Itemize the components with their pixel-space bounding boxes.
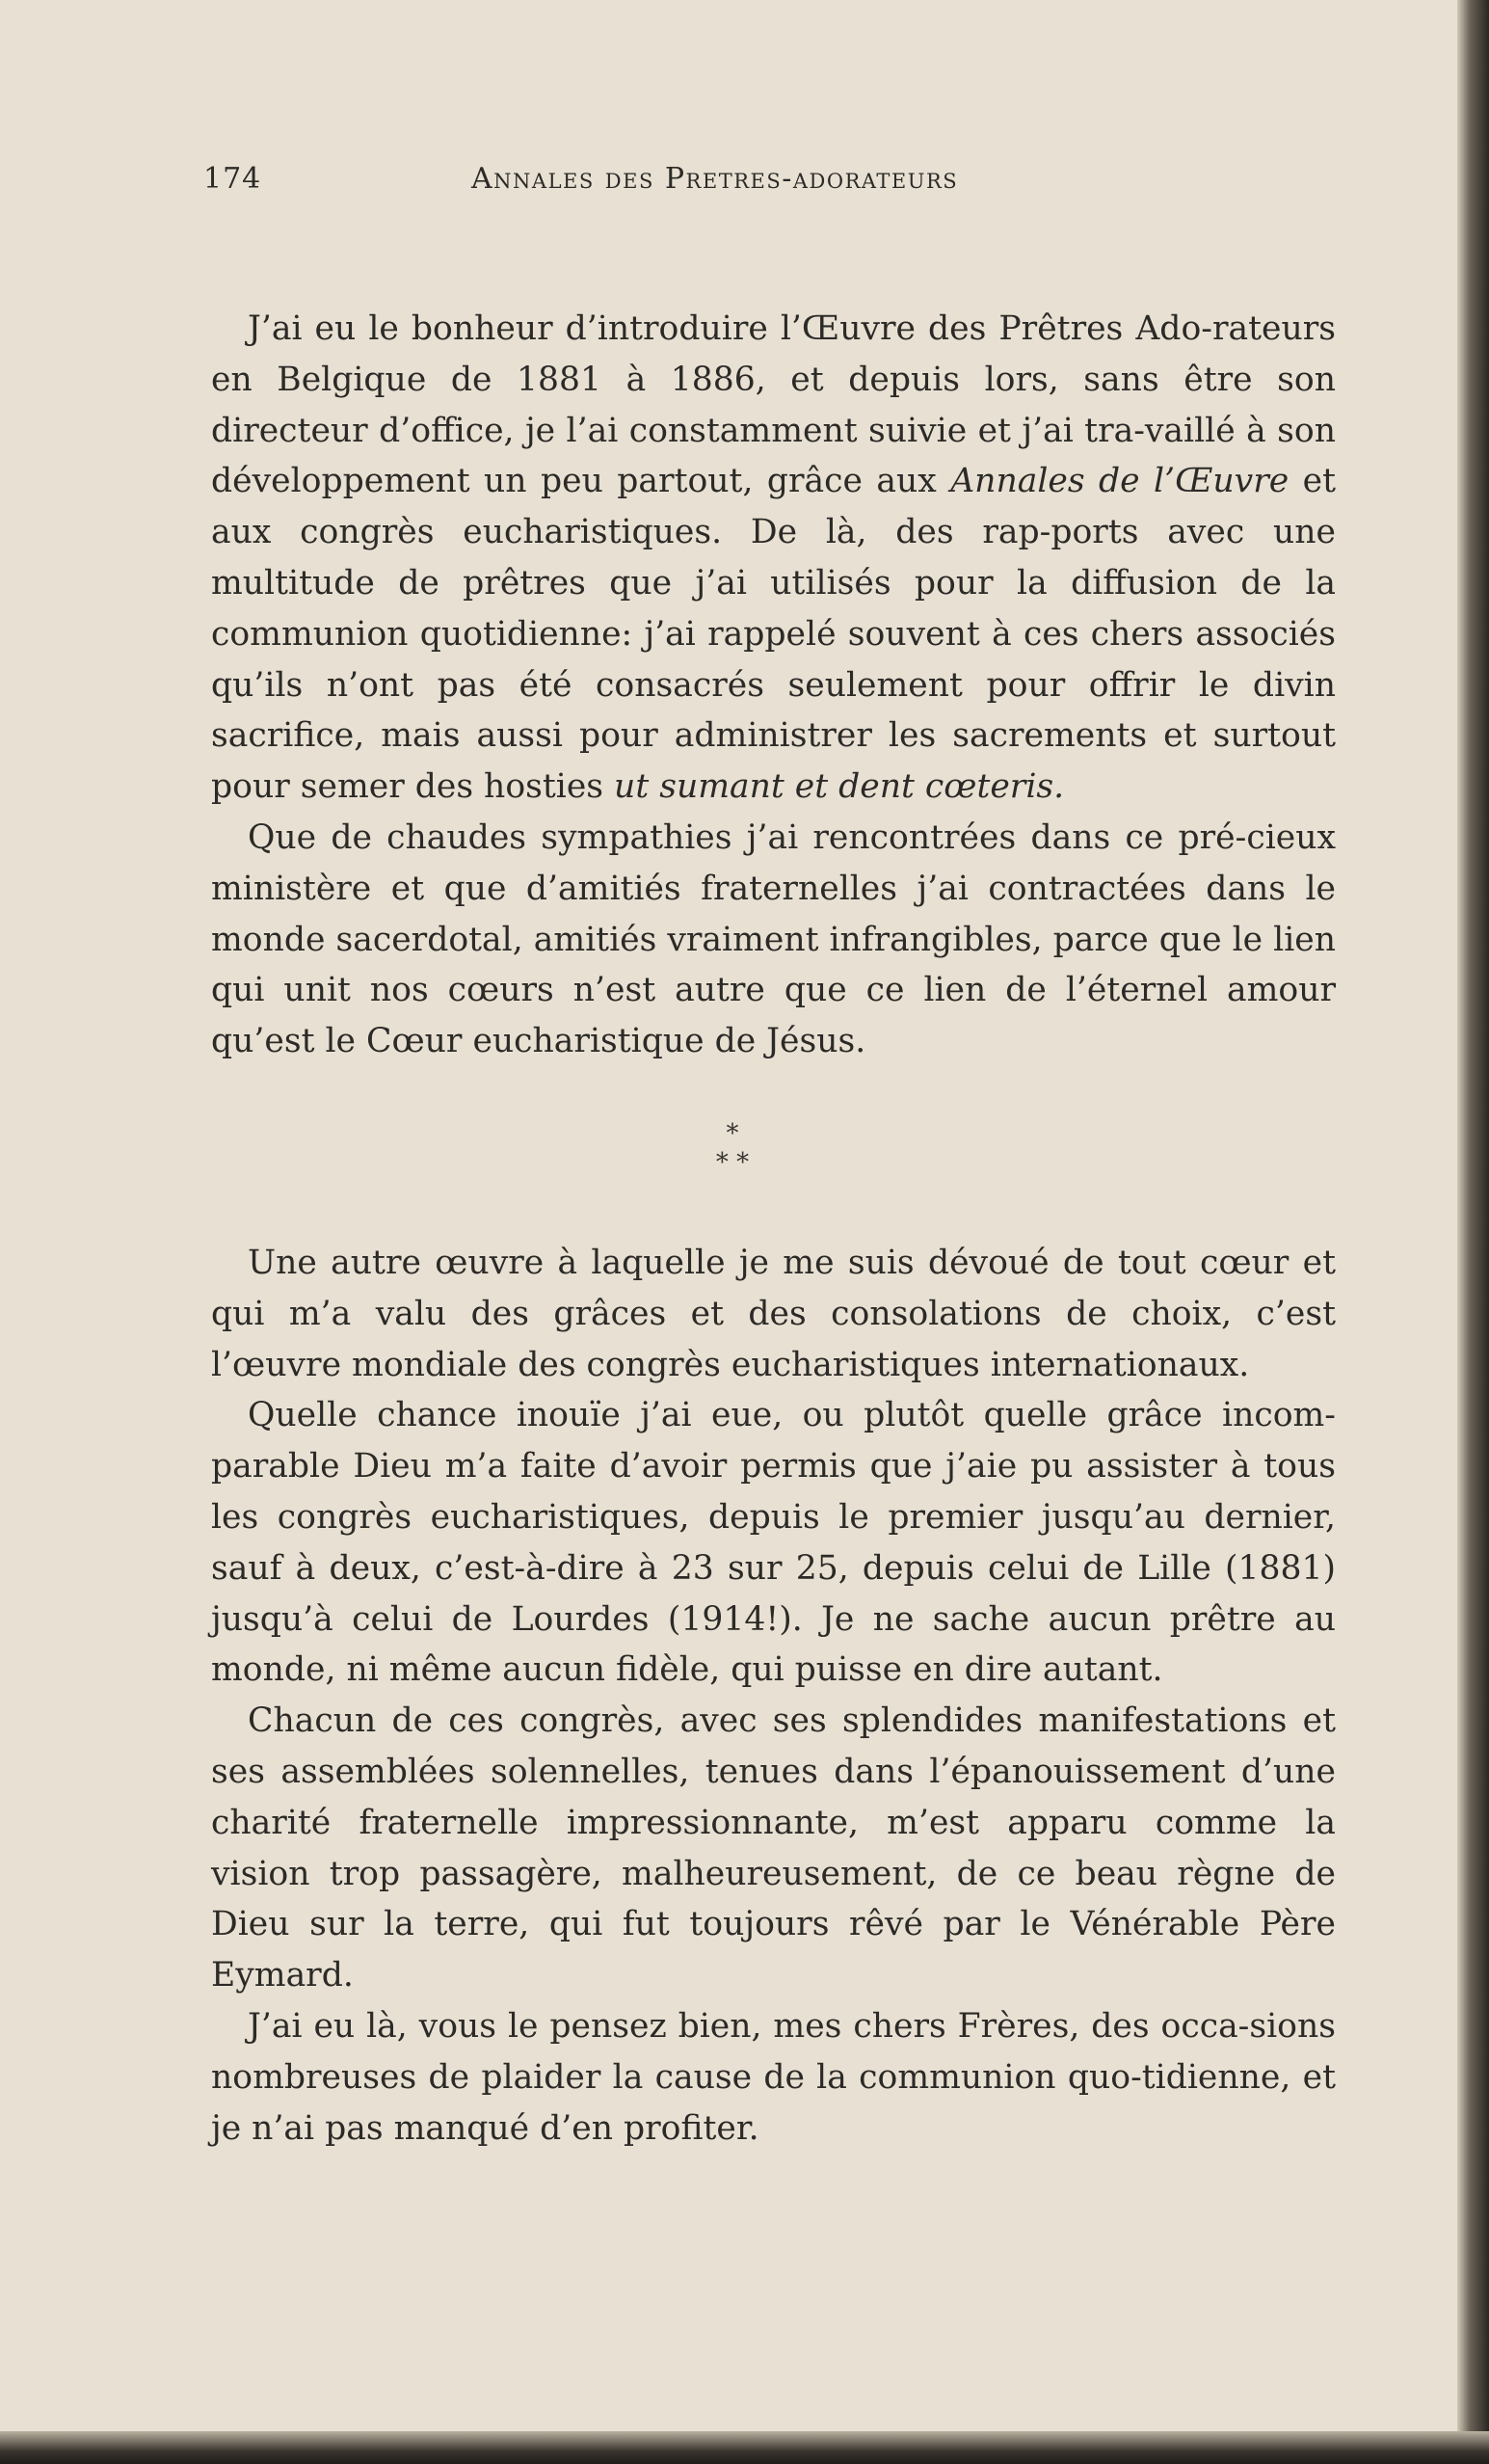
paragraph: Quelle chance inouïe j’ai eue, ou plutôt quelle grâce incom-parable Dieu m’a faite d’avoir permis que j’aie pu assister à tous les congrès eucharistiques, depuis le premier jusqu’au dernier, sauf à deux, c’est-à-dire à 23 sur 25, depuis celui de Lille (1881) jusqu’à celui de Lourdes (1914!). Je ne sache aucun prêtre au monde, ni même aucun fidèle, qui puisse en dire autant. <box>211 1396 1336 1690</box>
asterism-top: * <box>726 1119 739 1148</box>
paragraph-text: et aux congrès eucharistiques. De là, des rap-ports avec une multitude de prêtres que j’ai utilisés pour la diffusion de la communion quotidienne: j’ai rappelé souvent à ces chers associés qu’ils n’ont pas été consacrés seulement pour offrir le divin sacrifice, mais aussi pour administrer les sacrements et surtout pour semer des hosties <box>211 462 1336 807</box>
paragraph: J’ai eu là, vous le pensez bien, mes chers Frères, des occa-sions nombreuses de plaider la cause de la communion quo-tidienne, et je n’ai pas manqué d’en profiter. <box>211 2006 1336 2148</box>
italic-title: Annales de l’Œuvre <box>950 462 1290 501</box>
running-title: Annales des Pretres-adorateurs <box>471 162 959 196</box>
paragraph: Que de chaudes sympathies j’ai rencontrées dans ce pré-cieux ministère et que d’amitiés fraternelles j’ai contractées dans le monde sacerdotal, amitiés vraiment infrangibles, parce que le lien qui unit nos cœurs n’est autre que ce lien de l’éternel amour qu’est le Cœur eucharistique de Jésus. <box>211 817 1336 1061</box>
paragraph: Chacun de ces congrès, avec ses splendides manifestations et ses assemblées solennelles, tenues dans l’épanouissement d’une charité fraternelle impressionnante, m’est apparu comme la vision trop passagère, malheureusement, de ce beau règne de Dieu sur la terre, qui fut toujours rêvé par le Vénérable Père Eymard. <box>211 1701 1336 1995</box>
book-binding-edge <box>1457 0 1489 2464</box>
paragraph <box>211 304 1336 813</box>
body-text-section-2 <box>211 1238 1336 2154</box>
body-text-section-1 <box>211 304 1336 1067</box>
paragraph: Une autre œuvre à laquelle je me suis dévoué de tout cœur et qui m’a valu des grâces et des consolations de choix, c’est l’œuvre mondiale des congrès eucharistiques internationaux. <box>211 1244 1336 1384</box>
running-header <box>203 162 1051 204</box>
paragraph-text: J’ai eu le bonheur d’introduire l’Œuvre des Prêtres Ado-rateurs en Belgique de 1881 à 1886, et depuis lors, sans être son directeur d’office, je l’ai constamment suivie et j’ai tra-vaillé à son développement un peu partout, grâce aux <box>211 309 1336 501</box>
section-separator <box>675 1119 790 1177</box>
italic-latin-phrase: ut sumant et dent cœteris. <box>614 767 1065 807</box>
page-bottom-edge <box>0 2431 1489 2464</box>
page-number: 174 <box>203 162 262 196</box>
asterism-bottom: * * <box>715 1148 750 1177</box>
